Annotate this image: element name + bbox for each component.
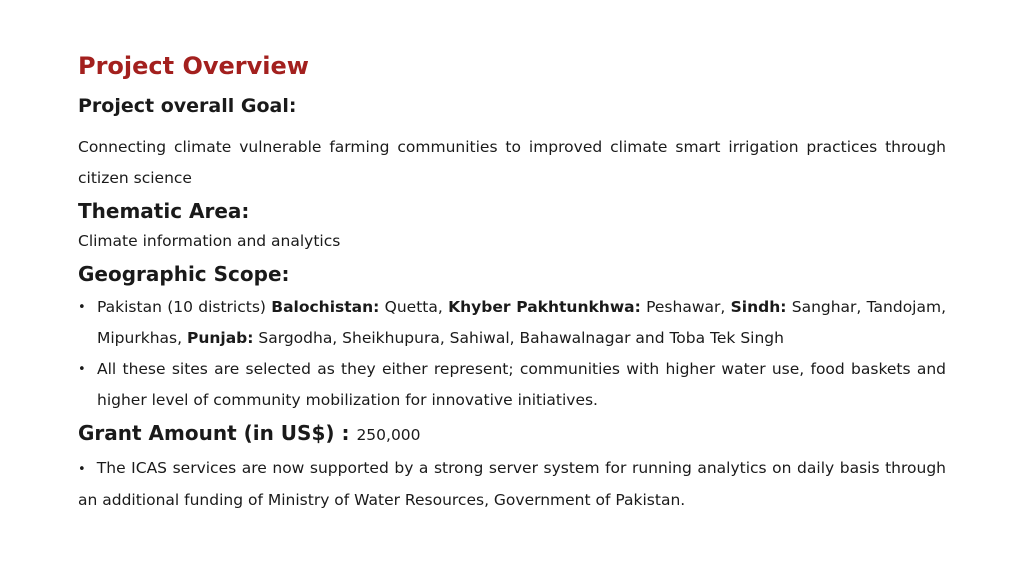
- bullet-icon: •: [78, 362, 86, 377]
- grant-note: [78, 453, 946, 516]
- region-balochistan-places: Quetta,: [384, 298, 443, 316]
- grant-heading-row: [78, 418, 946, 450]
- grant-heading: Grant Amount (in US$) :: [78, 421, 350, 445]
- thematic-text: Climate information and analytics: [78, 232, 341, 250]
- geographic-heading: Geographic Scope:: [78, 262, 290, 286]
- bullet-icon: •: [78, 300, 86, 315]
- region-balochistan: Balochistan:: [271, 298, 380, 316]
- site-selection-text: All these sites are selected as they either represent; communities with higher water use, food baskets and higher level of community mobilization for innovative initiatives.: [97, 360, 946, 409]
- region-kpk: Khyber Pakhtunkhwa:: [448, 298, 641, 316]
- list-item: [78, 292, 946, 354]
- region-punjab-places: Sargodha, Sheikhupura, Sahiwal, Bahawalnagar and Toba Tek Singh: [258, 329, 784, 347]
- geographic-bullet-list: [78, 292, 946, 416]
- region-sindh-places: Sanghar, Tandojam, Mipurkhas,: [97, 298, 947, 347]
- grant-note-text: The ICAS services are now supported by a strong server system for running analytics on daily basis through an additional funding of Ministry of Water Resources, Government of Pakistan.: [78, 459, 946, 509]
- grant-value: 250,000: [356, 426, 421, 444]
- region-punjab: Punjab:: [186, 329, 254, 347]
- bullet-icon: •: [78, 462, 86, 477]
- goal-text: Connecting climate vulnerable farming communities to improved climate smart irrigation practices through citizen science: [78, 138, 946, 187]
- list-item: [78, 354, 946, 416]
- region-kpk-places: Peshawar,: [646, 298, 726, 316]
- page-title: Project Overview: [78, 52, 309, 80]
- thematic-heading: Thematic Area:: [78, 199, 250, 223]
- region-sindh: Sindh:: [730, 298, 787, 316]
- districts-lead: Pakistan (10 districts): [97, 298, 266, 316]
- slide-content: [78, 50, 946, 516]
- goal-heading: Project overall Goal:: [78, 95, 297, 117]
